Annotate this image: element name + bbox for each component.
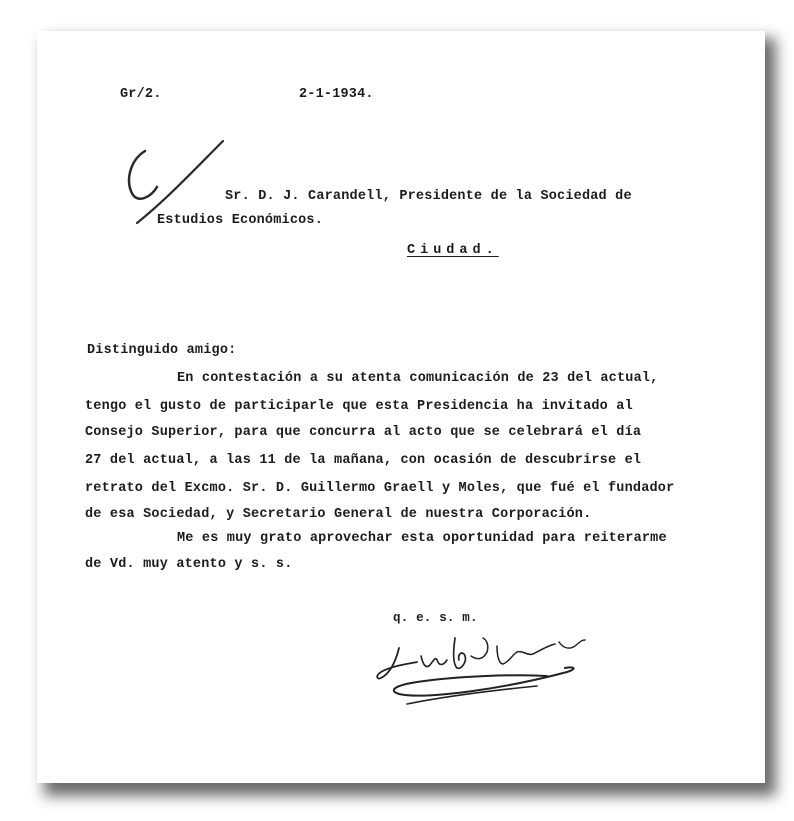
- letter-date: 2-1-1934.: [299, 87, 374, 102]
- letter-page: [37, 31, 765, 783]
- recipient-line-2: Estudios Económicos.: [157, 213, 324, 228]
- handwritten-signature-icon: [337, 616, 617, 706]
- body-line: de Vd. muy atento y s. s.: [85, 557, 293, 572]
- body-line: retrato del Excmo. Sr. D. Guillermo Graell y Moles, que fué el fundador: [85, 481, 675, 496]
- reference-code: Gr/2.: [120, 87, 162, 102]
- closing-formula: q. e. s. m.: [393, 611, 478, 625]
- body-line: Consejo Superior, para que concurra al acto que se celebrará el día: [85, 425, 642, 440]
- recipient-city: Ciudad.: [407, 243, 499, 258]
- body-line: Me es muy grato aprovechar esta oportunidad para reiterarme: [177, 531, 667, 546]
- body-line: 27 del actual, a las 11 de la mañana, con ocasión de descubrirse el: [85, 453, 642, 468]
- body-line: de esa Sociedad, y Secretario General de nuestra Corporación.: [85, 507, 592, 522]
- recipient-line-1: Sr. D. J. Carandell, Presidente de la Sociedad de: [225, 189, 632, 204]
- body-line: tengo el gusto de participarle que esta Presidencia ha invitado al: [85, 399, 633, 414]
- salutation: Distinguido amigo:: [87, 343, 237, 358]
- body-line: En contestación a su atenta comunicación de 23 del actual,: [177, 371, 659, 386]
